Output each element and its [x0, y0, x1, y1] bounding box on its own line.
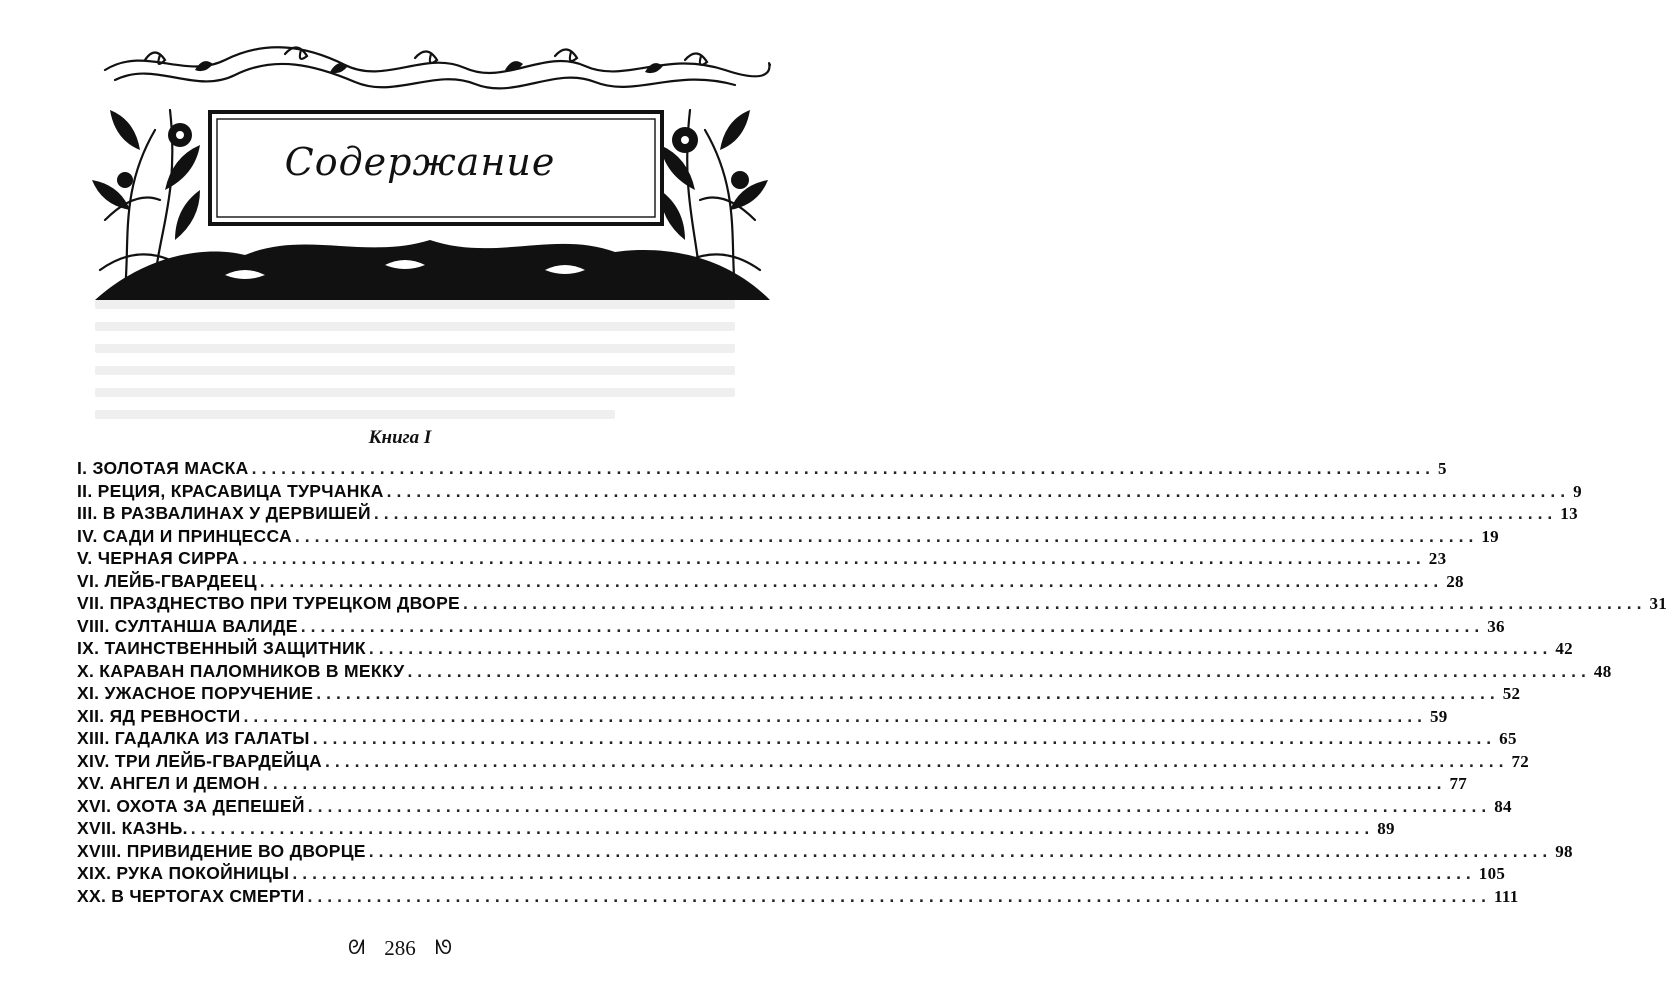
toc-entry	[77, 525, 1499, 549]
toc-entry	[77, 795, 1512, 819]
toc-entry-title: I. ЗОЛОТАЯ МАСКА	[77, 458, 249, 478]
toc-leader-dots: ........................................................................................................................	[373, 503, 1558, 523]
toc-entry-page: 65	[1499, 729, 1517, 748]
toc-entry-page: 31	[1649, 594, 1667, 613]
toc-leader-dots: ........................................................................................................................	[262, 773, 1447, 793]
toc-entry	[77, 863, 1506, 886]
toc-leader-dots: ........................................................................................................................	[307, 795, 1492, 816]
toc-leader-dots: ........................................................................................................................	[294, 525, 1479, 546]
page-title: Содержание	[284, 140, 556, 184]
toc-entry-title: III. В РАЗВАЛИНАХ У ДЕРВИШЕЙ	[77, 503, 371, 523]
toc-leader-dots: ........................................................................................................................	[407, 660, 1591, 681]
toc-entry-page: 52	[1502, 684, 1521, 703]
toc-entry-page: 89	[1377, 819, 1395, 838]
toc-entry-title: XII. ЯД РЕВНОСТИ	[77, 705, 241, 726]
toc-entry-title: XX. В ЧЕРТОГАХ СМЕРТИ	[77, 885, 305, 906]
toc-leader-dots: ........................................................................................................................	[292, 863, 1476, 883]
toc-entry-title: VII. ПРАЗДНЕСТВО ПРИ ТУРЕЦКОМ ДВОРЕ	[77, 593, 461, 613]
toc-leader-dots: ........................................................................................................................	[190, 818, 1375, 838]
toc-leader-dots: ........................................................................................................................	[368, 638, 1553, 658]
toc-entry-page: 23	[1428, 549, 1447, 568]
toc-entry-title: XV. АНГЕЛ И ДЕМОН	[77, 773, 260, 793]
toc-entry-title: XI. УЖАСНОЕ ПОРУЧЕНИЕ	[77, 683, 314, 703]
toc-leader-dots: ........................................................................................................................	[242, 548, 1426, 568]
toc-leader-dots: ........................................................................................................................	[368, 840, 1553, 861]
toc-entry-title: XIX. РУКА ПОКОЙНИЦЫ	[77, 863, 290, 883]
toc-entry-title: XVI. ОХОТА ЗА ДЕПЕШЕЙ	[77, 795, 305, 816]
toc-leader-dots: ........................................................................................................................	[325, 750, 1509, 771]
toc-entry-title: XIII. ГАДАЛКА ИЗ ГАЛАТЫ	[77, 728, 310, 748]
toc-entry	[77, 660, 1612, 684]
toc-entry	[77, 480, 1582, 504]
page-number: 286	[384, 936, 416, 960]
toc-entry-title: II. РЕЦИЯ, КРАСАВИЦА ТУРЧАНКА	[77, 480, 384, 501]
toc-entry	[77, 705, 1448, 729]
toc-entry-title: X. КАРАВАН ПАЛОМНИКОВ В МЕККУ	[77, 660, 405, 681]
toc-entry-title: IV. САДИ И ПРИНЦЕССА	[77, 525, 292, 546]
toc-leader-dots: ........................................................................................................................	[312, 728, 1497, 748]
toc-entry	[77, 458, 1447, 481]
toc-leader-dots: ........................................................................................................................	[386, 480, 1571, 501]
toc-entry	[77, 773, 1468, 796]
table-of-contents	[77, 458, 1667, 908]
toc-entry-page: 105	[1478, 864, 1506, 883]
toc-leader-dots: ........................................................................................................................	[243, 705, 1427, 726]
toc-leader-dots: ........................................................................................................................	[463, 593, 1647, 613]
toc-entry	[77, 818, 1395, 841]
toc-leader-dots: ........................................................................................................................	[307, 885, 1491, 906]
toc-entry-title: VI. ЛЕЙБ-ГВАРДЕЕЦ	[77, 570, 257, 591]
toc-entry	[77, 593, 1667, 616]
toc-entry	[77, 615, 1505, 639]
toc-entry-page: 84	[1494, 796, 1512, 816]
ornament-left-icon: ᘛ	[347, 937, 365, 959]
toc-entry-title: XVII. КАЗНЬ.	[77, 818, 188, 838]
toc-entry-page: 59	[1429, 706, 1448, 726]
toc-entry	[77, 548, 1447, 571]
toc-entry-page: 98	[1555, 841, 1573, 861]
toc-entry-title: VIII. СУЛТАНША ВАЛИДЕ	[77, 615, 298, 636]
toc-entry-title: XVIII. ПРИВИДЕНИЕ ВО ДВОРЦЕ	[77, 840, 366, 861]
toc-entry	[77, 885, 1519, 909]
toc-entry-page: 9	[1573, 481, 1582, 501]
toc-entry	[77, 728, 1517, 751]
toc-entry	[77, 503, 1578, 526]
book-heading: Книга I	[368, 427, 432, 448]
toc-entry-page: 5	[1438, 459, 1447, 478]
toc-entry-page: 28	[1446, 571, 1464, 591]
toc-entry-page: 111	[1493, 886, 1519, 906]
toc-leader-dots: ........................................................................................................................	[251, 458, 1436, 478]
toc-entry	[77, 638, 1573, 661]
toc-entry-page: 77	[1449, 774, 1468, 793]
toc-entry-page: 42	[1555, 639, 1573, 658]
toc-entry	[77, 840, 1573, 864]
toc-entry-page: 13	[1560, 504, 1578, 523]
toc-leader-dots: ........................................................................................................................	[316, 683, 1500, 703]
page-number-footer	[0, 936, 800, 961]
ornament-right-icon: ᘚ	[435, 937, 453, 959]
toc-entry	[77, 683, 1521, 706]
toc-entry-title: XIV. ТРИ ЛЕЙБ-ГВАРДЕЙЦА	[77, 750, 322, 771]
toc-entry-page: 19	[1481, 526, 1499, 546]
toc-entry	[77, 570, 1464, 594]
toc-entry-page: 72	[1511, 751, 1530, 771]
toc-entry-title: V. ЧЕРНАЯ СИРРА	[77, 548, 240, 568]
toc-entry-title: IX. ТАИНСТВЕННЫЙ ЗАЩИТНИК	[77, 638, 366, 658]
toc-leader-dots: ........................................................................................................................	[259, 570, 1444, 591]
toc-entry	[77, 750, 1530, 774]
toc-leader-dots: ........................................................................................................................	[300, 615, 1485, 636]
toc-entry-page: 48	[1593, 661, 1612, 681]
toc-entry-page: 36	[1487, 616, 1505, 636]
